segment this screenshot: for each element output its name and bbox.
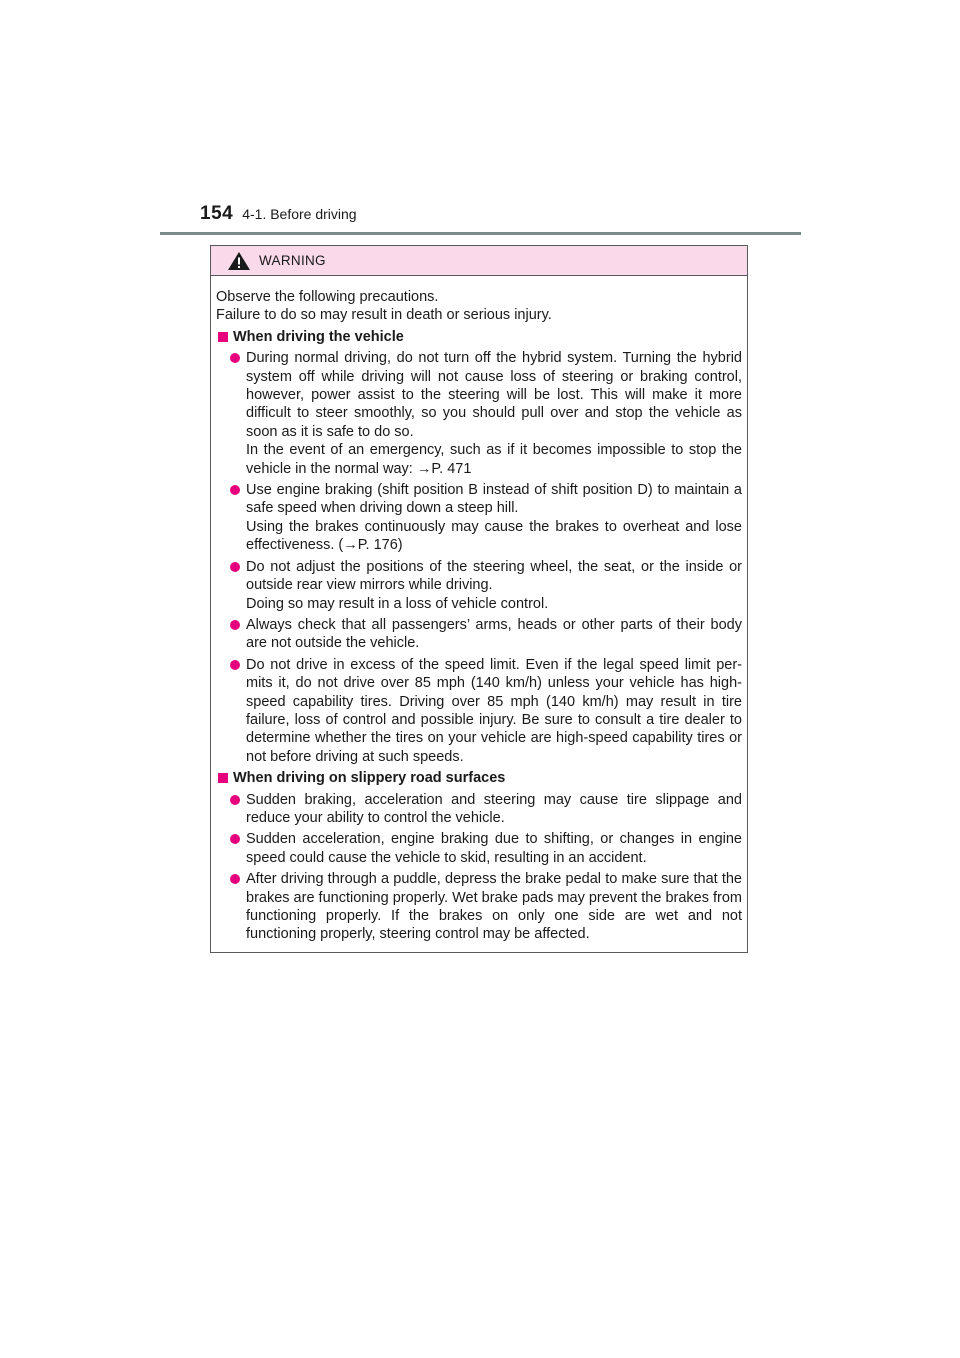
- bullet-dot-icon: [230, 834, 240, 844]
- list-item: [216, 558, 742, 613]
- list-item: [216, 349, 742, 478]
- item-text: Doing so may result in a loss of vehicle control.: [246, 595, 549, 612]
- warning-intro: [216, 288, 742, 325]
- list-item: [216, 481, 742, 555]
- warning-header: [211, 246, 747, 276]
- bullet-dot-icon: [230, 485, 240, 495]
- item-text: Using the brakes continuously may cause the brakes to overheat and lose effectiveness. (→P. 176): [246, 518, 742, 554]
- page-header: [200, 203, 357, 225]
- square-bullet-icon: [218, 773, 228, 783]
- intro-line: Observe the following precautions.: [216, 289, 439, 305]
- bullet-dot-icon: [230, 562, 240, 572]
- list-item: [216, 830, 742, 867]
- section-title: 4-1. Before driving: [242, 206, 357, 222]
- bullet-dot-icon: [230, 795, 240, 805]
- bullet-dot-icon: [230, 660, 240, 670]
- header-rule: [160, 232, 801, 235]
- item-text: Use engine braking (shift position B instead of shift position D) to maintain a safe speed when driving down a steep hill.: [246, 482, 742, 517]
- warning-triangle-icon: [227, 251, 251, 271]
- subheading-text: When driving the vehicle: [233, 328, 404, 345]
- list-item: [216, 870, 742, 944]
- bullet-dot-icon: [230, 353, 240, 363]
- item-text: Always check that all passengers’ arms, heads or other parts of their body are not outside the vehicle.: [246, 616, 742, 652]
- subheading-text: When driving on slippery road surfaces: [233, 770, 506, 787]
- warning-body: [211, 276, 747, 944]
- bullet-dot-icon: [230, 620, 240, 630]
- item-text: During normal driving, do not turn off the hybrid system. Turning the hybrid system off while driving will not cause loss of steering or braking control, however, power assist to the steering will be lost. This will make it more difficult to steer smoothly, so you should pull over and stop the vehicle as soon as it is safe to do so.: [246, 350, 742, 440]
- square-bullet-icon: [218, 332, 228, 342]
- item-text: In the event of an emergency, such as if it becomes impossible to stop the vehicle in the normal way: →P. 471: [246, 442, 742, 477]
- list-item: [216, 616, 742, 653]
- list-item: [216, 656, 742, 766]
- item-text: Do not drive in excess of the speed limit. Even if the legal speed limit per-mits it, do not drive over 85 mph (140 km/h) unless your vehicle has high-speed capability tires. Driving over 85 mph (140 km/h) may result in tire failure, loss of control and possible injury. Be sure to consult a tire dealer to determine whether the tires on your vehicle are high-speed capability tires or not before driving at such speeds.: [246, 656, 742, 765]
- warning-box: [210, 245, 748, 953]
- item-text: Sudden acceleration, engine braking due to shifting, or changes in engine speed could cause the vehicle to skid, resulting in an accident.: [246, 831, 742, 866]
- warning-label: WARNING: [259, 253, 326, 268]
- item-text: Sudden braking, acceleration and steering may cause tire slippage and reduce your ability to control the vehicle.: [246, 791, 742, 826]
- item-text: After driving through a puddle, depress the brake pedal to make sure that the brakes are functioning properly. Wet brake pads may prevent the brakes from functioning properly. If the brakes on only one side are wet and not functioning properly, steering control may be affected.: [246, 871, 742, 943]
- page-number: 154: [200, 203, 234, 224]
- subheading-driving: [216, 328, 742, 346]
- bullet-dot-icon: [230, 874, 240, 884]
- subheading-slippery: [216, 769, 742, 787]
- item-text: Do not adjust the positions of the steering wheel, the seat, or the inside or outside rear view mirrors while driving.: [246, 558, 742, 594]
- intro-line: Failure to do so may result in death or serious injury.: [216, 307, 552, 324]
- list-item: [216, 791, 742, 828]
